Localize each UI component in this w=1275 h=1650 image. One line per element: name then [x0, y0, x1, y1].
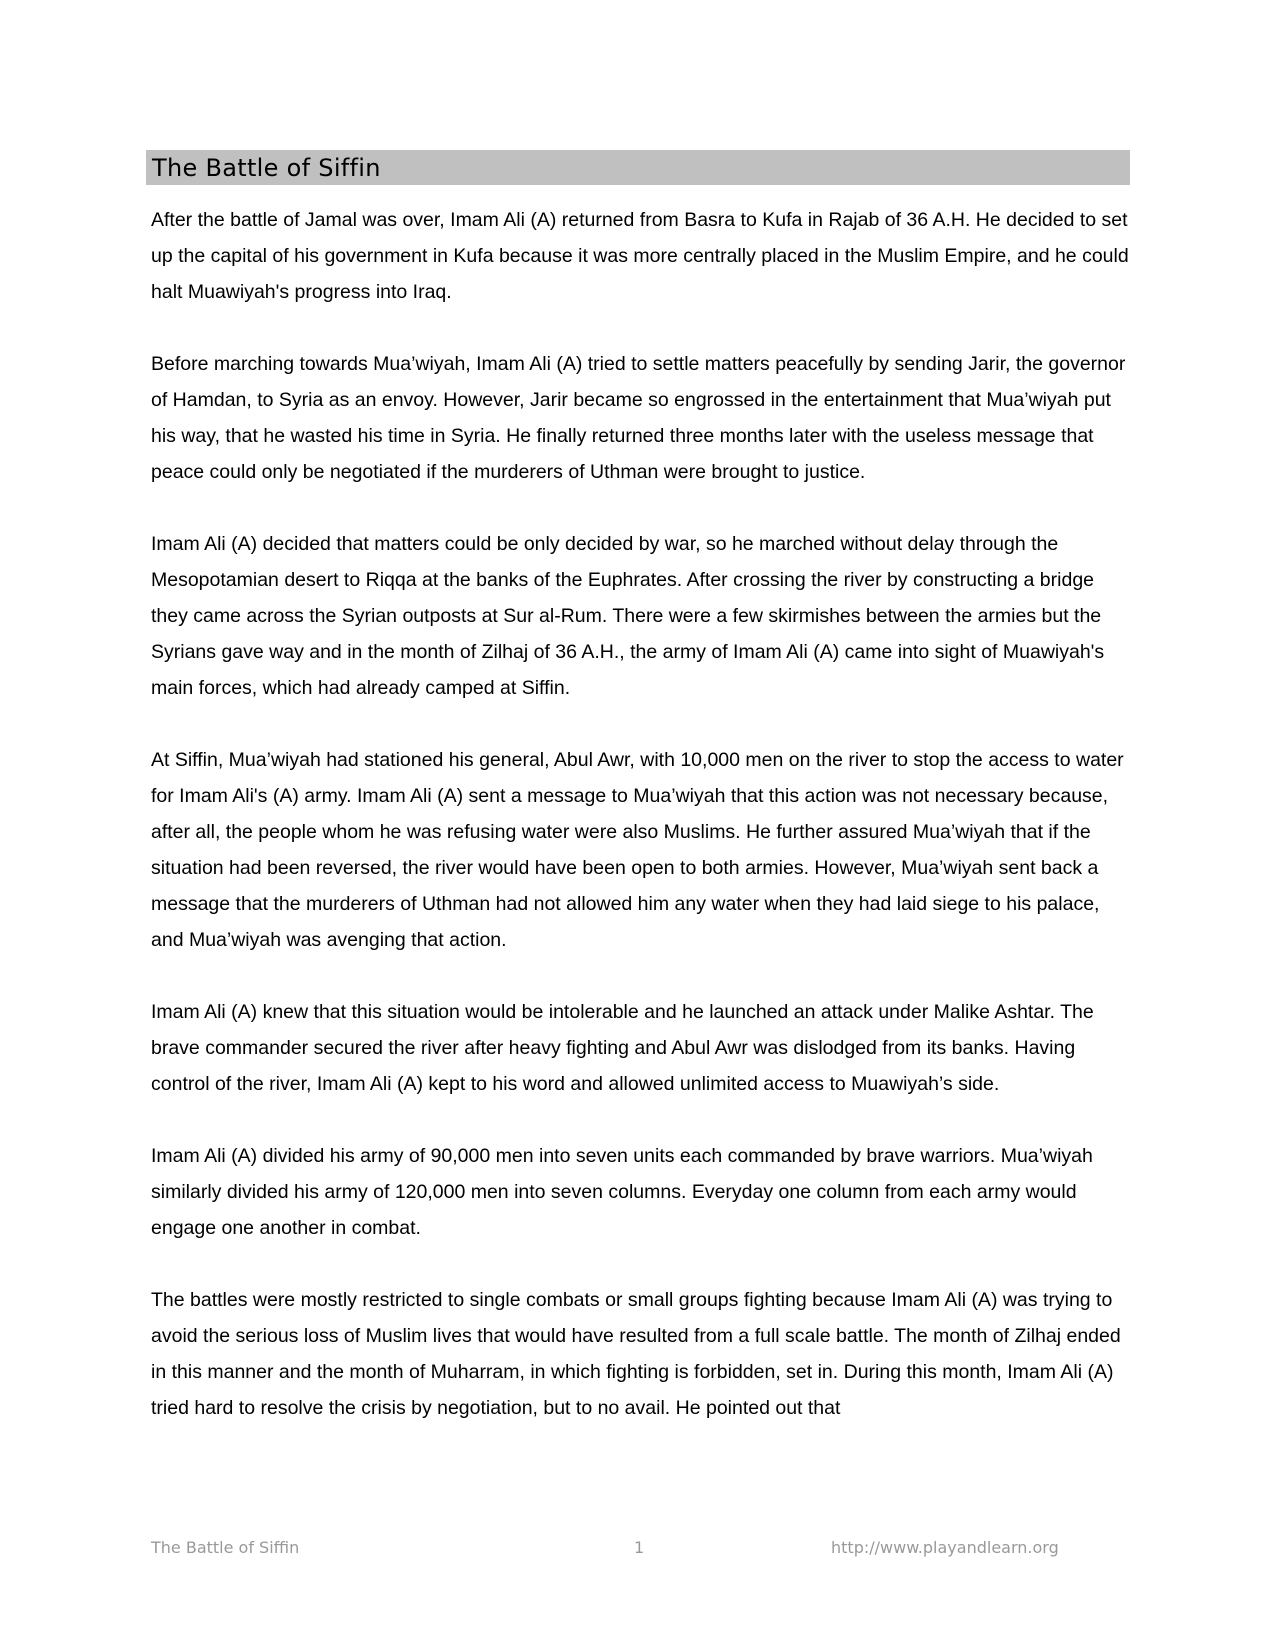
paragraph-5: Imam Ali (A) knew that this situation would be intolerable and he launched an attack under Malike Ashtar. The brave commander secured the river after heavy fighting and Abul Awr was dislodged from its banks. Having control of the river, Imam Ali (A) kept to his word and allowed unlimited access to Muawiyah’s side.: [151, 1001, 1094, 1095]
paragraph-6: Imam Ali (A) divided his army of 90,000 men into seven units each commanded by brave warriors. Mua’wiyah similarly divided his army of 120,000 men into seven columns. Everyday one column from each army would engage one another in combat.: [151, 1145, 1093, 1239]
footer-title: The Battle of Siffin: [151, 1538, 300, 1557]
paragraph-7: The battles were mostly restricted to single combats or small groups fighting because Imam Ali (A) was trying to avoid the serious loss of Muslim lives that would have resulted from a full scale battle. The month of Zilhaj ended in this manner and the month of Muharram, in which fighting is forbidden, set in. During this month, Imam Ali (A) tried hard to resolve the crisis by negotiation, but to no avail. He pointed out that: [151, 1289, 1121, 1419]
footer-url: http://www.playandlearn.org: [831, 1538, 1059, 1557]
document-body: [151, 202, 1136, 1462]
paragraph-1: After the battle of Jamal was over, Imam Ali (A) returned from Basra to Kufa in Rajab of 36 A.H. He decided to set up the capital of his government in Kufa because it was more centrally placed in the Muslim Empire, and he could halt Muawiyah's progress into Iraq.: [151, 209, 1129, 303]
page-title: The Battle of Siffin: [152, 153, 381, 182]
paragraph-4: At Siffin, Mua’wiyah had stationed his general, Abul Awr, with 10,000 men on the river to stop the access to water for Imam Ali's (A) army. Imam Ali (A) sent a message to Mua’wiyah that this action was not necessary because, after all, the people whom he was refusing water were also Muslims. He further assured Mua’wiyah that if the situation had been reversed, the river would have been open to both armies. However, Mua’wiyah sent back a message that the murderers of Uthman had not allowed him any water when they had laid siege to his palace, and Mua’wiyah was avenging that action.: [151, 749, 1124, 951]
paragraph-2: Before marching towards Mua’wiyah, Imam Ali (A) tried to settle matters peacefully by sending Jarir, the governor of Hamdan, to Syria as an envoy. However, Jarir became so engrossed in the entertainment that Mua’wiyah put his way, that he wasted his time in Syria. He finally returned three months later with the useless message that peace could only be negotiated if the murderers of Uthman were brought to justice.: [151, 353, 1126, 483]
page-title-bar: [146, 150, 1130, 185]
page-footer: [151, 1538, 1136, 1562]
paragraph-3: Imam Ali (A) decided that matters could be only decided by war, so he marched without delay through the Mesopotamian desert to Riqqa at the banks of the Euphrates. After crossing the river by constructing a bridge they came across the Syrian outposts at Sur al-Rum. There were a few skirmishes between the armies but the Syrians gave way and in the month of Zilhaj of 36 A.H., the army of Imam Ali (A) came into sight of Muawiyah's main forces, which had already camped at Siffin.: [151, 533, 1105, 699]
footer-page-number: 1: [634, 1538, 645, 1557]
